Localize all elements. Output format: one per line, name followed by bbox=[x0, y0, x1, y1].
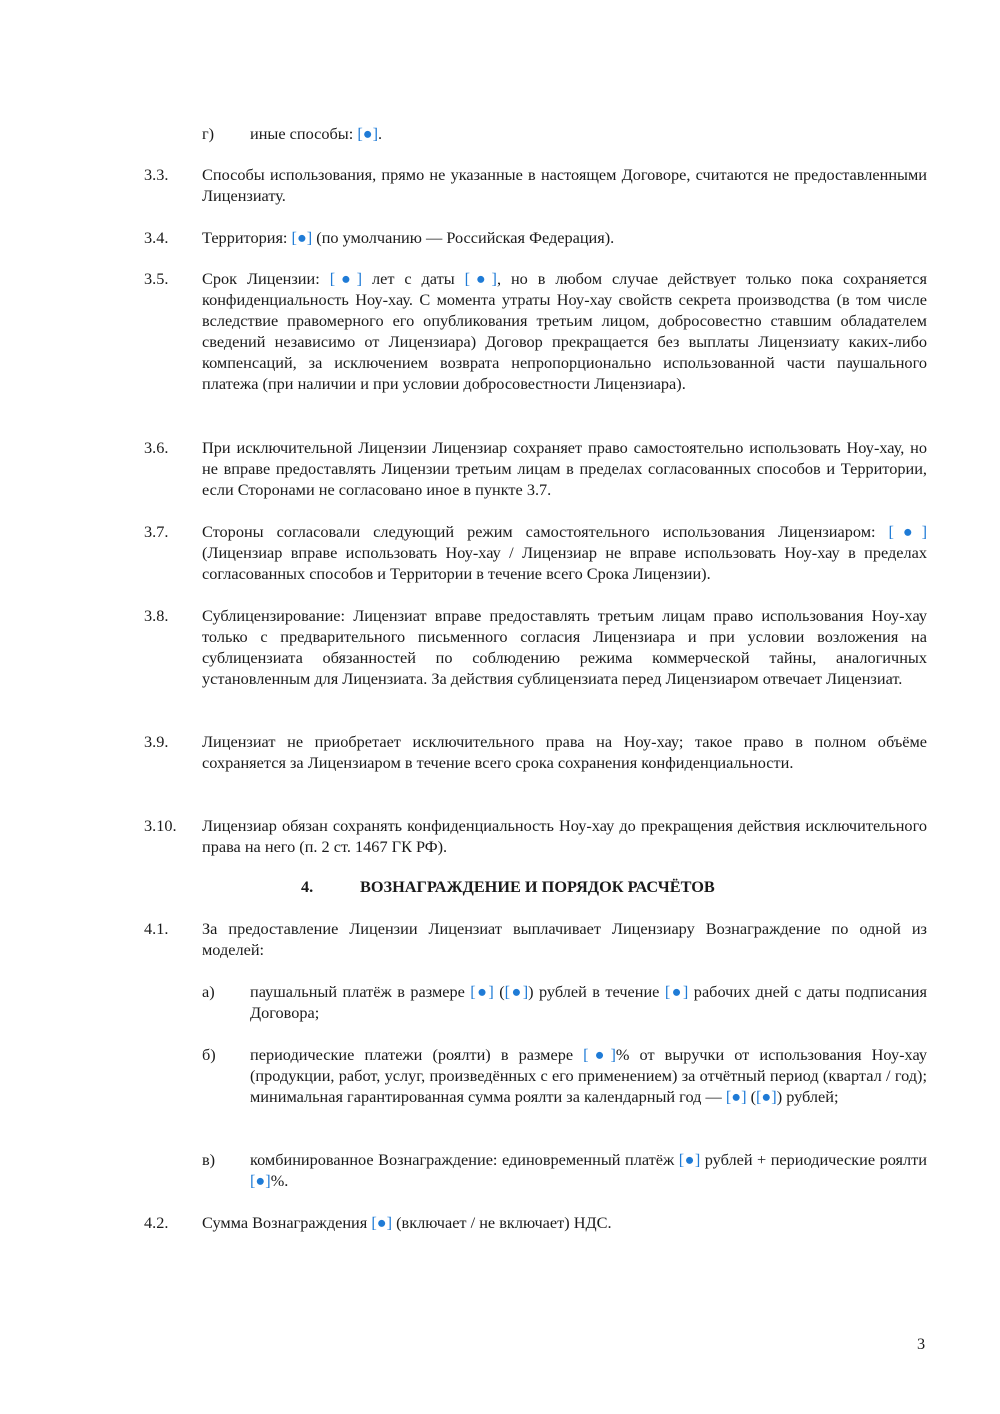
section-title: ВОЗНАГРАЖДЕНИЕ И ПОРЯДОК РАСЧЁТОВ bbox=[360, 877, 715, 896]
placeholder[interactable]: [●] bbox=[371, 1213, 393, 1232]
clause-text-part: Стороны согласовали следующий режим самостоятельного использования Лицензиаром: bbox=[202, 522, 889, 541]
clause-text: Лицензиат не приобретает исключительного права на Ноу-хау; такое право в полном объёме сохраняется за Лицензиаром в течение всего срока сохранения конфиденциальности. bbox=[202, 732, 927, 772]
clause-number: 3.8. bbox=[144, 606, 169, 625]
clause-text-part: (по умолчанию — Российская Федерация). bbox=[312, 228, 615, 247]
clause-number: 3.6. bbox=[144, 438, 169, 457]
placeholder[interactable]: [●] bbox=[464, 269, 497, 288]
section-number: 4. bbox=[301, 877, 314, 896]
clause-text: Сублицензирование: Лицензиат вправе предоставлять третьим лицам право использования Ноу-хау только с предварительного письменного согласия Лицензиара и при условии возложения на сублицензиата обязанностей по соблюдению режима коммерческой тайны, аналогичных установленным для Лицензиата. За действия сублицензиата перед Лицензиаром отвечает Лицензиат. bbox=[202, 606, 927, 688]
clause-text-part: (Лицензиар вправе использовать Ноу-хау / Лицензиар не вправе использовать Ноу-хау в пределах согласованных способов и Территории в течение всего Срока Лицензии). bbox=[202, 543, 927, 583]
clause-number: 3.5. bbox=[144, 269, 169, 288]
clause-text-part: иные способы: bbox=[250, 124, 358, 143]
subitem-label: в) bbox=[202, 1150, 216, 1169]
clause-text-part: рабочих дней с даты подписания Договора; bbox=[250, 982, 928, 1022]
clause-text-part: ( bbox=[493, 982, 505, 1001]
clause-text-part: %. bbox=[270, 1171, 289, 1190]
clause-number: 3.10. bbox=[144, 816, 177, 835]
subitem-label: б) bbox=[202, 1045, 216, 1064]
clause-text-part: Территория: bbox=[202, 228, 292, 247]
subitem-label: г) bbox=[202, 124, 215, 143]
clause-text: При исключительной Лицензии Лицензиар сохраняет право самостоятельно использовать Ноу-хау, но не вправе предоставлять Лицензии третьим лицам в пределах согласованных способов и Территории, если Сторонами не согласовано иное в пункте 3.7. bbox=[202, 438, 927, 499]
clause-number: 3.3. bbox=[144, 165, 169, 184]
placeholder[interactable]: [●] bbox=[888, 522, 928, 541]
clause-text bbox=[250, 1149, 927, 1191]
clause-text bbox=[250, 981, 927, 1023]
clause-text-part: Срок Лицензии: bbox=[202, 269, 330, 288]
page-number: 3 bbox=[917, 1334, 926, 1353]
placeholder[interactable]: [●] bbox=[583, 1045, 616, 1064]
clause-number: 3.7. bbox=[144, 522, 169, 541]
placeholder[interactable]: [●] bbox=[504, 982, 529, 1001]
clause-text bbox=[202, 227, 927, 248]
clause-text bbox=[250, 123, 927, 144]
clause-text: Лицензиар обязан сохранять конфиденциальность Ноу-хау до прекращения действия исключительного права на него (п. 2 ст. 1467 ГК РФ). bbox=[202, 816, 927, 856]
placeholder[interactable]: [●] bbox=[291, 228, 313, 247]
placeholder[interactable]: [●] bbox=[664, 982, 689, 1001]
clause-text-part: паушальный платёж в размере bbox=[250, 982, 471, 1001]
clause-number: 4.2. bbox=[144, 1213, 169, 1232]
placeholder[interactable]: [●] bbox=[357, 124, 379, 143]
clause-text-part: ) рублей в течение bbox=[528, 982, 665, 1001]
placeholder[interactable]: [●] bbox=[678, 1150, 701, 1169]
clause-text: Способы использования, прямо не указанные в настоящем Договоре, считаются не предоставленными Лицензиату. bbox=[202, 165, 927, 205]
clause-text-part: комбинированное Вознаграждение: единовременный платёж bbox=[250, 1150, 679, 1169]
clause-text-part: ( bbox=[746, 1087, 757, 1106]
placeholder[interactable]: [●] bbox=[756, 1087, 777, 1106]
placeholder[interactable]: [●] bbox=[250, 1171, 271, 1190]
clause-text-part: , но в любом случае действует только пока сохраняется конфиденциальность Ноу-хау. С момента утраты Ноу-хау свойств секрета производства (в том числе вследствие правомерного его опубликования третьим лицом, добросовестно ставшим обладателем сведений независимо от Лицензиара) Договор прекращается без выплаты Лицензиату каких-либо компенсаций, за исключением возврата непропорционально использованной части паушального платежа (при наличии и при условии добросовестности Лицензиара). bbox=[202, 269, 927, 393]
clause-text-part: . bbox=[378, 124, 383, 143]
clause-text-part: Сумма Вознаграждения bbox=[202, 1213, 372, 1232]
clause-text-part: лет с даты bbox=[362, 269, 465, 288]
clause-text bbox=[250, 1044, 927, 1107]
clause-number: 3.4. bbox=[144, 228, 169, 247]
clause-text-part: периодические платежи (роялти) в размере bbox=[250, 1045, 584, 1064]
clause-text-part: (включает / не включает) НДС. bbox=[392, 1213, 612, 1232]
clause-number: 3.9. bbox=[144, 732, 169, 751]
placeholder[interactable]: [●] bbox=[470, 982, 494, 1001]
clause-text bbox=[202, 521, 927, 584]
clause-text-part: % от выручки от использования Ноу-хау (продукции, работ, услуг, произведённых с его применением) за отчётный период (квартал / год); минимальная гарантированная сумма роялти за календарный год — bbox=[250, 1045, 927, 1106]
clause-text-part: рублей + периодические роялти bbox=[700, 1150, 927, 1169]
clause-number: 4.1. bbox=[144, 919, 169, 938]
clause-text bbox=[202, 1212, 927, 1233]
placeholder[interactable]: [●] bbox=[329, 269, 363, 288]
subitem-label: а) bbox=[202, 982, 215, 1001]
clause-text bbox=[202, 268, 927, 394]
clause-text-part: ) рублей; bbox=[776, 1087, 839, 1106]
clause-text: За предоставление Лицензии Лицензиат выплачивает Лицензиару Вознаграждение по одной из моделей: bbox=[202, 919, 927, 959]
placeholder[interactable]: [●] bbox=[725, 1087, 747, 1106]
